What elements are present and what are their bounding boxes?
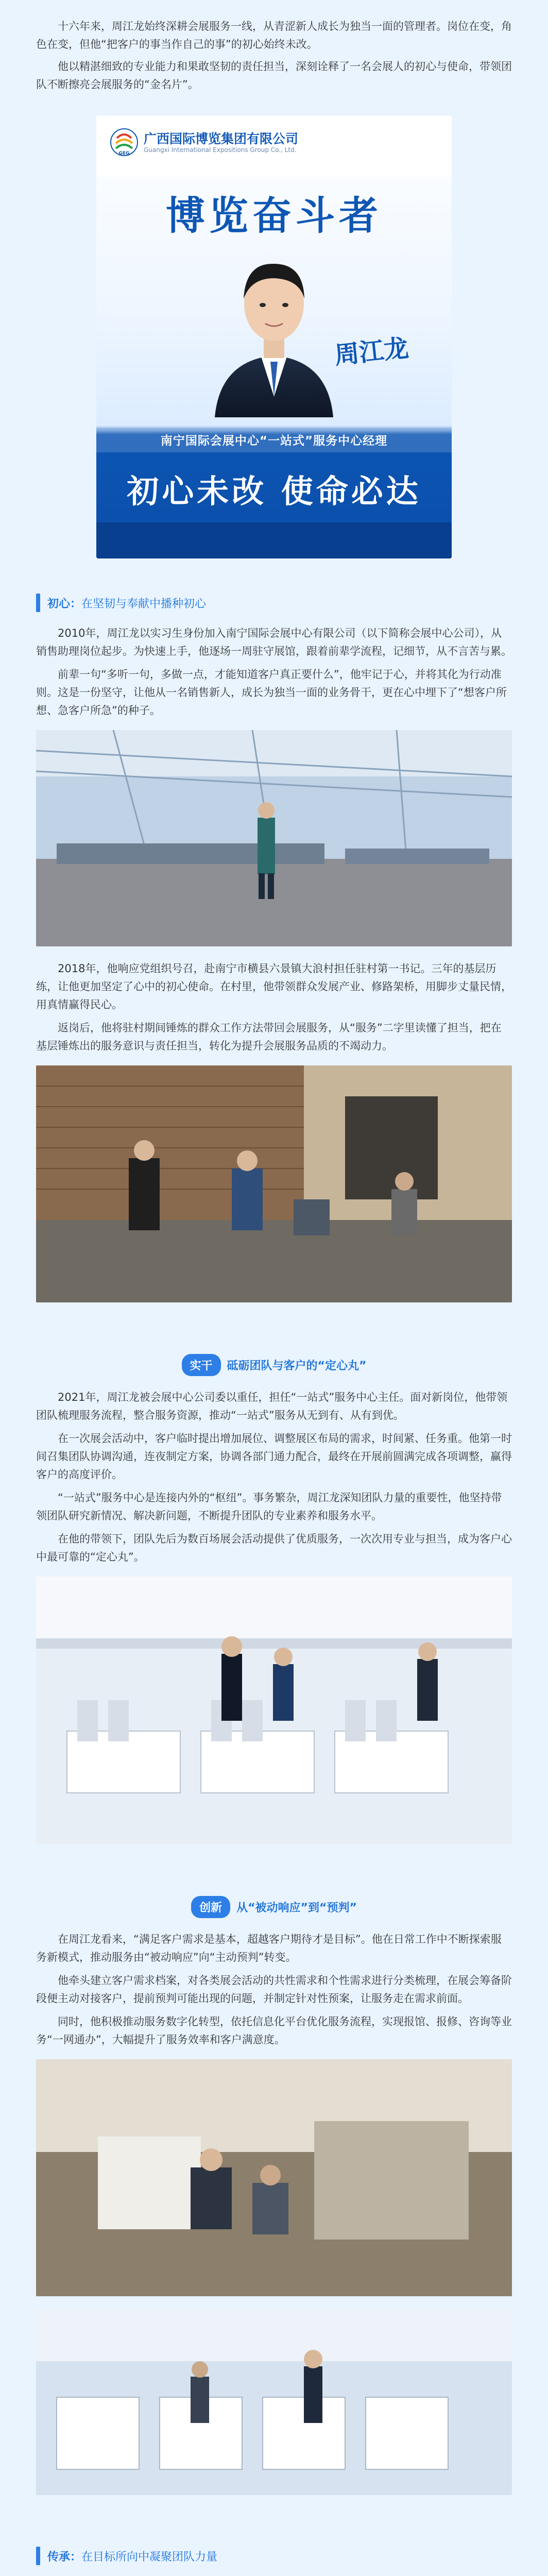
section-tag: 初心 [47, 597, 71, 611]
section-paragraph: 2010年，周江龙以实习生身份加入南宁国际会展中心有限公司（以下简称会展中心公司），从销售助理岗位起步。为快速上手，他逐场一周驻守展馆，跟着前辈学流程，记细节，从不言苦与累。 [36, 627, 512, 657]
village-visit-photo [36, 1065, 512, 1302]
section-paragraph: 前辈一句“多听一句，多做一点，才能知道客户真正要什么”，他牢记于心，并将其化为行动准则。这是一份坚守，让他从一名销售新人，成长为独当一面的业务骨干，更在心中埋下了“想客户所想、急客户所急”的种子。 [36, 668, 507, 717]
intro [0, 0, 548, 110]
section-tag: 传承 [47, 2550, 71, 2564]
heading-separator: ： [70, 597, 82, 611]
company-name-en: Guangxi International Expositions Group Co., Ltd. [144, 146, 297, 154]
intro-paragraph: 十六年来，周江龙始终深耕会展服务一线，从青涩新人成长为独当一面的管理者。岗位在变，角色在变，但他“把客户的事当作自己的事”的初心始终未改。 [36, 20, 512, 50]
section-paragraph: 在一次展会活动中，客户临时提出增加展位、调整展区布局的需求，时间紧、任务重。他第一时间召集团队协调沟通，连夜制定方案，协调各部门通力配合，最终在开展前圆满完成各项调整，赢得客户的高度评价。 [36, 1432, 512, 1481]
poster-title: 博览奋斗者 [166, 193, 382, 239]
section-heading [36, 594, 512, 612]
logo-text: GEG [118, 151, 130, 156]
section-title: 砥砺团队与客户的“定心丸” [227, 1360, 367, 1372]
section-title: 在坚韧与奉献中播种初心 [81, 597, 207, 611]
section-3 [0, 1878, 548, 2529]
section-heading [36, 1354, 512, 1376]
booth-consultation-photo [36, 2310, 512, 2495]
section-paragraph: 他牵头建立客户需求档案，对各类展会活动的共性需求和个性需求进行分类梳理，在展会筹备阶段便主动对接客户，提前预判可能出现的问题，并制定针对性预案，让服务走在需求前面。 [36, 1974, 512, 2005]
section-paragraph: “一站式”服务中心是连接内外的“枢纽”。事务繁杂，周江龙深知团队力量的重要性，他坚持带领团队研究新情况、解决新问题，不断提升团队的专业素养和服务水平。 [36, 1492, 502, 1522]
portrait-image [210, 242, 338, 417]
section-tag: 实干 [182, 1354, 221, 1376]
section-heading [36, 2547, 512, 2565]
heading-bar [36, 594, 40, 612]
person-role: 南宁国际会展中心“一站式”服务中心经理 [96, 430, 452, 452]
company-name: 广西国际博览集团有限公司 [144, 132, 299, 146]
heading-separator: ： [70, 2550, 82, 2564]
team-meeting-photo [36, 1577, 512, 1844]
hero-poster-wrap [0, 110, 548, 576]
section-paragraph: 同时，他积极推动服务数字化转型，依托信息化平台优化服务流程，实现报馆、报修、咨询等业务“一网通办”，大幅提升了服务效率和客户满意度。 [36, 2015, 512, 2046]
poster-bottom-band [96, 522, 452, 558]
section-tag: 创新 [191, 1896, 230, 1918]
section-paragraph: 2018年，他响应党组织号召，赴南宁市横县六景镇大浪村担任驻村第一书记。三年的基层历练，让他更加坚定了心中的初心使命。在村里，他带领群众发展产业、修路架桥，用脚步丈量民情，用真情赢得民心。 [36, 962, 512, 1011]
company-logo-icon [110, 128, 139, 157]
section-paragraph: 返岗后，他将驻村期间锤炼的群众工作方法带回会展服务，从“服务”二字里读懂了担当，把在基层锤炼出的服务意识与责任担当，转化为提升会展服务品质的不竭动力。 [36, 1022, 502, 1052]
intro-paragraph: 他以精湛细致的专业能力和果敢坚韧的责任担当，深刻诠释了一名会展人的初心与使命，带领团队不断擦亮会展服务的“金名片”。 [36, 60, 512, 91]
heading-bar [36, 2547, 40, 2565]
onsite-service-photo [36, 2059, 512, 2296]
section-paragraph: 在他的带领下，团队先后为数百场展会活动提供了优质服务，一次次用专业与担当，成为客户心中最可靠的“定心丸”。 [36, 1533, 512, 1563]
poster-slogan: 初心未改 使命必达 [127, 472, 421, 510]
section-4 [0, 2529, 548, 2576]
section-paragraph: 2021年，周江龙被会展中心公司委以重任，担任“一站式”服务中心主任。面对新岗位，他带领团队梳理服务流程，整合服务资源，推动“一站式”服务从无到有、从有到优。 [36, 1391, 508, 1421]
section-title: 从“被动响应”到“预判” [236, 1902, 357, 1914]
section-paragraph: 在周江龙看来，“满足客户需求是基本，超越客户期待才是目标”。他在日常工作中不断探索服务新模式，推动服务由“被动响应”向“主动预判”转变。 [36, 1933, 502, 1963]
section-heading [36, 1896, 512, 1918]
section-1 [0, 576, 548, 1336]
exhibition-hall-photo [36, 730, 512, 946]
section-2 [0, 1336, 548, 1878]
person-name: 周江龙 [333, 333, 410, 370]
section-title: 在目标所向中凝聚团队力量 [81, 2550, 218, 2564]
hero-poster [96, 115, 452, 558]
